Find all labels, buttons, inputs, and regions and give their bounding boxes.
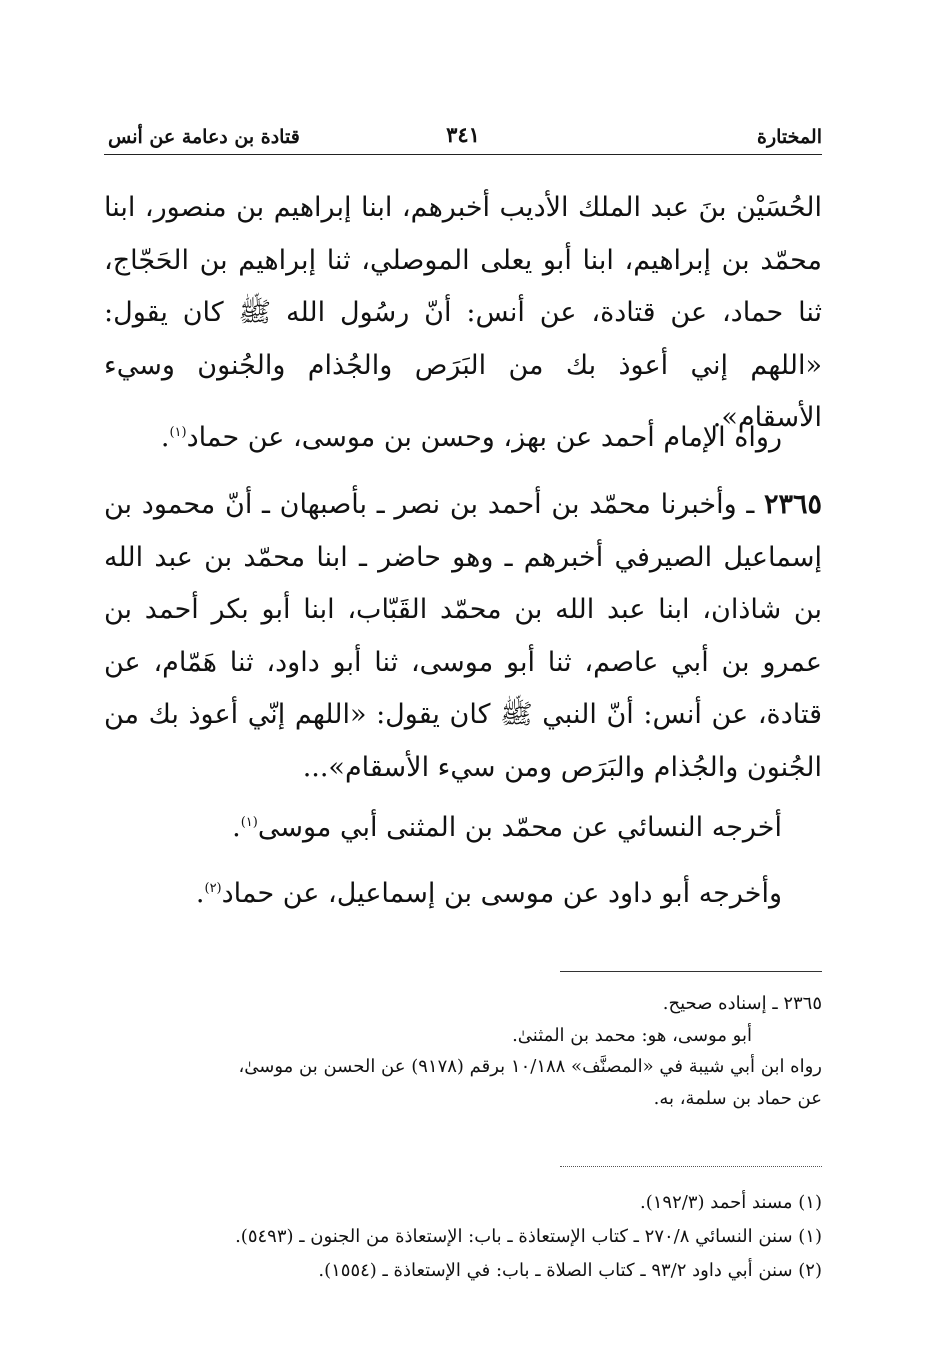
paragraph-text: ـ وأخبرنا محمّد بن أحمد بن نصر ـ بأصبهان ـ أنّ محمود بن إسماعيل الصيرفي أخبرهم ـ وهو حاضر ـ ابنا محمّد بن عبد الله بن شاذان، ابنا عبد الله بن محمّد القَبّاب، ابنا أبو بكر أحمد بن عمرو بن أبي عاصم، ثنا أبو موسى، ثنا أبو داود، ثنا هَمّام، عن قتادة، عن أنس: أنّ النبي ﷺ كان يقول: «اللهم إنّي أعوذ بك من الجُنون والجُذام والبَرَص ومن سيء الأسقام»...: [104, 489, 822, 783]
note-line: رواه ابن أبي شيبة في «المصنَّف» ١٠/١٨٨ برقم (٩١٧٨) عن الحسن بن موسىٰ،: [238, 1056, 822, 1077]
note-line: ٢٣٦٥ ـ إسناده صحيح.: [662, 993, 822, 1014]
footnote-item: (١) سنن النسائي ٢٧٠/٨ ـ كتاب الإستعاذة ـ باب: الإستعاذة من الجنون ـ (٥٤٩٣).: [235, 1226, 822, 1247]
footnotes: [104, 1186, 822, 1288]
note-line: عن حماد بن سلمة، به.: [653, 1087, 822, 1109]
paragraph-end: .: [232, 812, 241, 843]
paragraph-ahmad-reference: [104, 412, 822, 465]
notes-divider: [560, 971, 822, 972]
footnote-item: (٢) سنن أبي داود ٩٣/٢ ـ كتاب الصلاة ـ باب: في الإستعاذة ـ (١٥٥٤).: [318, 1260, 822, 1281]
footnotes-divider: [560, 1166, 822, 1167]
editor-notes: [104, 988, 822, 1114]
page-header: [104, 118, 822, 155]
paragraph-text: وأخرجه أبو داود عن موسى بن إسماعيل، عن حماد: [221, 878, 782, 909]
page-number: ٣٤١: [446, 122, 480, 147]
book-title: المختارة: [757, 126, 822, 148]
footnote-item: (١) مسند أحمد (١٩٢/٣).: [640, 1192, 822, 1213]
paragraph-abudawud-reference: [104, 868, 822, 921]
hadith-number: ٢٣٦٥: [763, 489, 822, 520]
paragraph-end: .: [160, 422, 170, 453]
paragraph-text: الحُسَيْن بنَ عبد الملك الأديب أخبرهم، ابنا إبراهيم بن منصور، ابنا محمّد بن إبراهيم، ابنا أبو يعلى الموصلي، ثنا إبراهيم بن الحَجّاج، ثنا حماد، عن قتادة، عن أنس: أنّ رسُول الله ﷺ كان يقول: «اللهم إني أعوذ بك من البَرَص والجُذام والجُنون وسيء الأسقام».: [104, 192, 822, 433]
note-line: أبو موسى، هو: محمد بن المثنىٰ.: [512, 1024, 752, 1046]
footnote-marker: (١): [169, 425, 187, 440]
footnote-marker: (١): [240, 815, 258, 830]
footnote-marker: (٢): [204, 881, 222, 896]
paragraph-hadith-2365: [104, 479, 822, 794]
paragraph-nasai-reference: [104, 802, 822, 855]
paragraph-text: رواه الإمام أحمد عن بهز، وحسن بن موسى، عن حماد: [186, 422, 782, 453]
section-title: قتادة بن دعامة عن أنس: [108, 126, 300, 148]
paragraph-isnad-continued: [104, 182, 822, 445]
paragraph-end: .: [195, 878, 205, 909]
paragraph-text: أخرجه النسائي عن محمّد بن المثنى أبي موسى: [257, 812, 782, 843]
